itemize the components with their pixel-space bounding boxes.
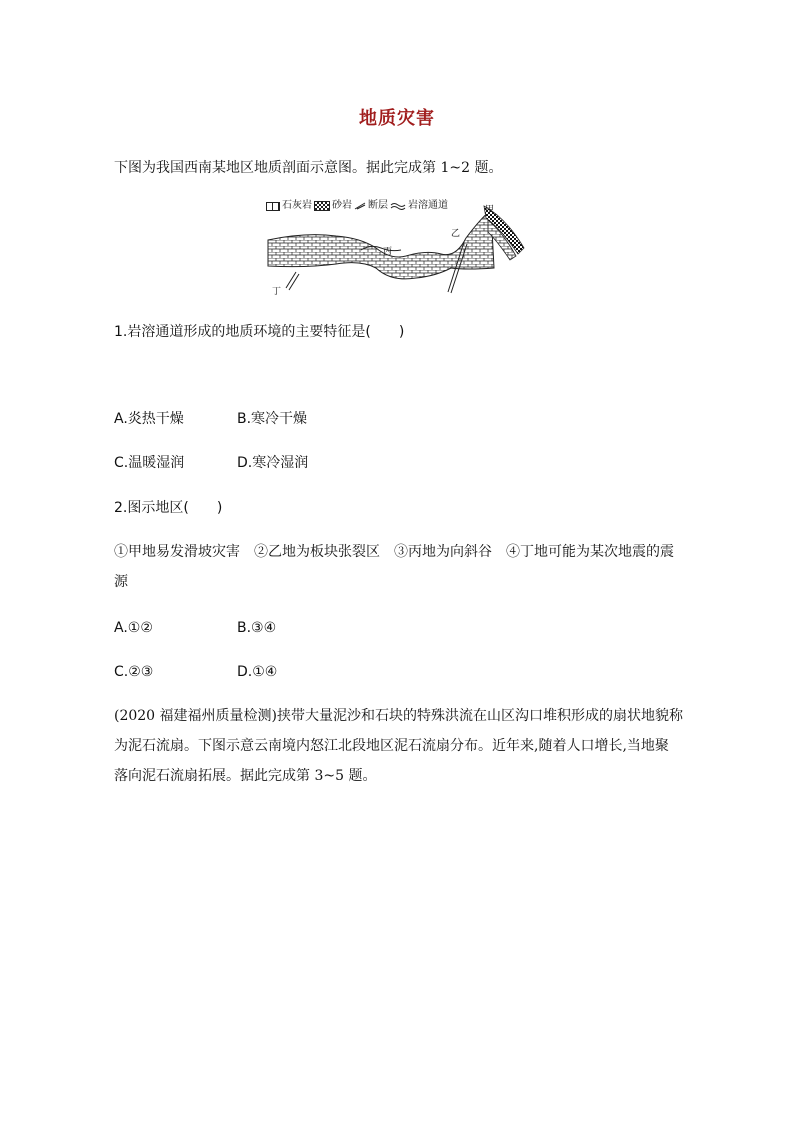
question-1-stem: 1.岩溶通道形成的地质环境的主要特征是( ) xyxy=(114,324,405,340)
legend-fault: 断层 xyxy=(368,200,388,211)
legend-sandstone: 砂岩 xyxy=(332,200,352,211)
label-bing: 丙 xyxy=(383,247,393,257)
q2-option-c[interactable]: C.②③ xyxy=(114,664,154,680)
q2-statements-line2: 源 xyxy=(114,574,128,590)
intro-text-2-line2: 为泥石流扇。下图示意云南境内怒江北段地区泥石流扇分布。近年来,随着人口增长,当地聚 xyxy=(114,738,669,754)
intro-text-1: 下图为我国西南某地区地质剖面示意图。据此完成第 1~2 题。 xyxy=(114,160,503,176)
q2-statements-line1: ①甲地易发滑坡灾害 ②乙地为板块张裂区 ③丙地为向斜谷 ④丁地可能为某次地震的震 xyxy=(114,544,674,560)
label-ding: 丁 xyxy=(272,287,282,297)
intro-text-2-line1: (2020 福建福州质量检测)挟带大量泥沙和石块的特殊洪流在山区沟口堆积形成的扇状地貌称 xyxy=(114,708,684,724)
intro-text-2-line3: 落向泥石流扇拓展。据此完成第 3~5 题。 xyxy=(114,768,377,784)
page-title: 地质灾害 xyxy=(359,108,435,129)
q1-option-d[interactable]: D.寒冷湿润 xyxy=(237,455,309,471)
q1-option-c[interactable]: C.温暖湿润 xyxy=(114,455,185,471)
q1-option-a[interactable]: A.炎热干燥 xyxy=(114,411,184,427)
legend-limestone: 石灰岩 xyxy=(282,200,312,211)
legend-karst: 岩溶通道 xyxy=(408,200,448,211)
label-yi: 乙 xyxy=(451,229,461,239)
geologic-cross-section-figure xyxy=(266,198,528,298)
q2-option-d[interactable]: D.①④ xyxy=(237,664,278,680)
q2-option-a[interactable]: A.①② xyxy=(114,620,153,636)
q2-option-b[interactable]: B.③④ xyxy=(237,620,277,636)
label-jia: 甲 xyxy=(485,205,495,215)
q1-option-b[interactable]: B.寒冷干燥 xyxy=(237,411,308,427)
question-2-stem: 2.图示地区( ) xyxy=(114,500,223,516)
